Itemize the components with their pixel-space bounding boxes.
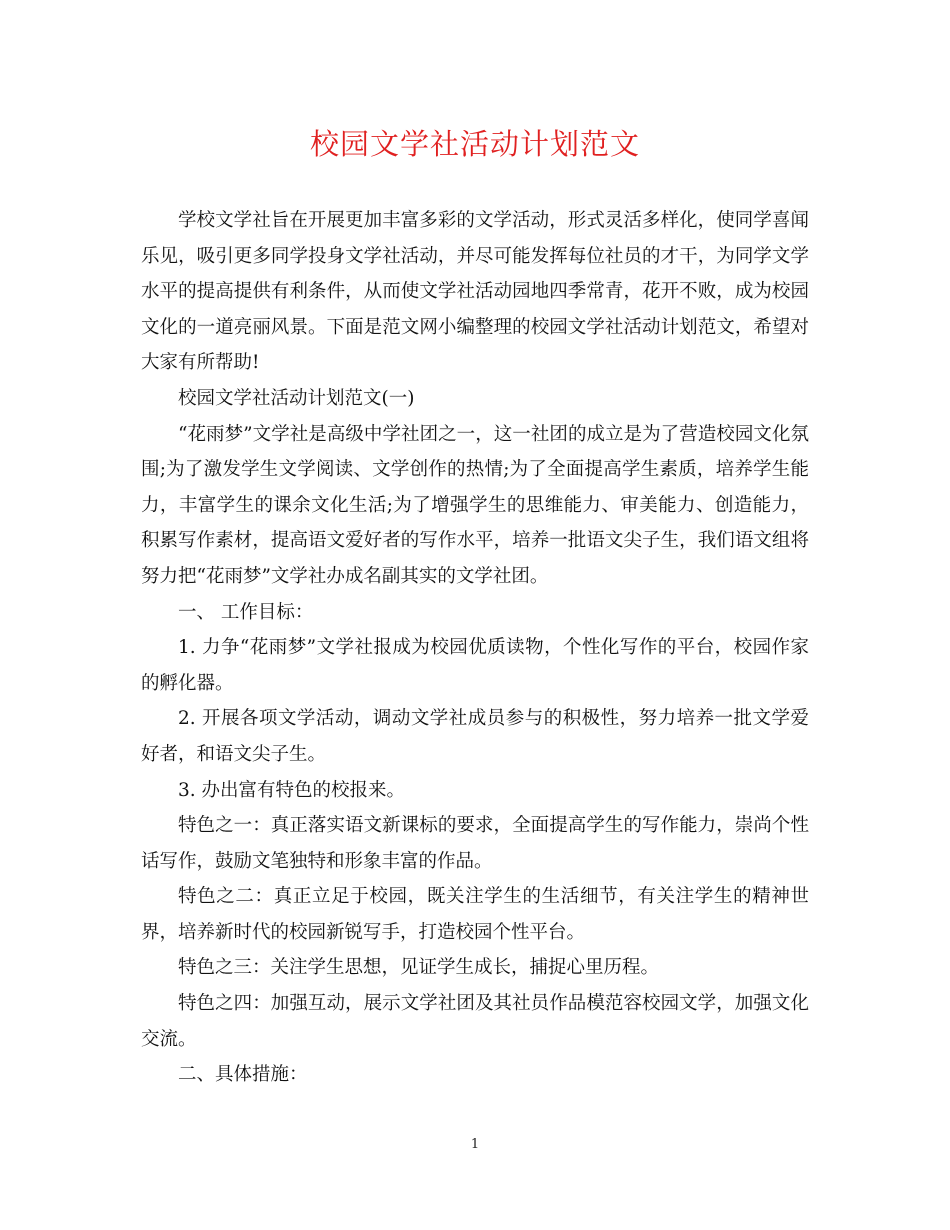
feature-item-3: 特色之三：关注学生思想，见证学生成长，捕捉心里历程。 [178, 957, 660, 979]
intro-paragraph: 学校文学社旨在开展更加丰富多彩的文学活动，形式灵活多样化，使同学喜闻乐见，吸引更多同学投身文学社活动，并尽可能发挥每位社员的才干，为同学文学水平的提高提供有利条件，从而使文学社活动园地四季常青，花开不败，成为校园文化的一道亮丽风景。下面是范文网小编整理的校园文学社活动计划范文，希望对大家有所帮助! [141, 210, 809, 374]
document-title: 校园文学社活动计划范文 [309, 127, 640, 161]
club-description-paragraph: “花雨梦”文学社是高级中学社团之一，这一社团的成立是为了营造校园文化氛围;为了激发学生文学阅读、文学创作的热情;为了全面提高学生素质，培养学生能力，丰富学生的课余文化生活;为了增强学生的思维能力、审美能力、创造能力，积累写作素材，提高语文爱好者的写作水平，培养一批语文尖子生，我们语文组将努力把“花雨梦”文学社办成名副其实的文学社团。 [141, 423, 809, 587]
section-heading-plan-one: 校园文学社活动计划范文(一) [178, 387, 415, 409]
goal-item-3: 3. 办出富有特色的校报来。 [178, 779, 406, 801]
feature-item-4: 特色之四：加强互动，展示文学社团及其社员作品模范容校园文学，加强文化交流。 [141, 993, 809, 1050]
heading-work-goals: 一、 工作目标： [178, 601, 314, 623]
goal-item-1: 1. 力争“花雨梦”文学社报成为校园优质读物，个性化写作的平台，校园作家的孵化器。 [141, 637, 809, 694]
page-number: 1 [470, 1137, 480, 1152]
feature-item-1: 特色之一：真正落实语文新课标的要求，全面提高学生的写作能力，崇尚个性话写作，鼓励文笔独特和形象丰富的作品。 [141, 815, 809, 872]
heading-specific-measures: 二、具体措施： [178, 1064, 308, 1086]
goal-item-2: 2. 开展各项文学活动，调动文学社成员参与的积极性，努力培养一批文学爱好者，和语文尖子生。 [141, 708, 809, 765]
feature-item-2: 特色之二：真正立足于校园，既关注学生的生活细节，有关注学生的精神世界，培养新时代的校园新锐写手，打造校园个性平台。 [141, 886, 809, 943]
document-body [141, 203, 809, 1093]
